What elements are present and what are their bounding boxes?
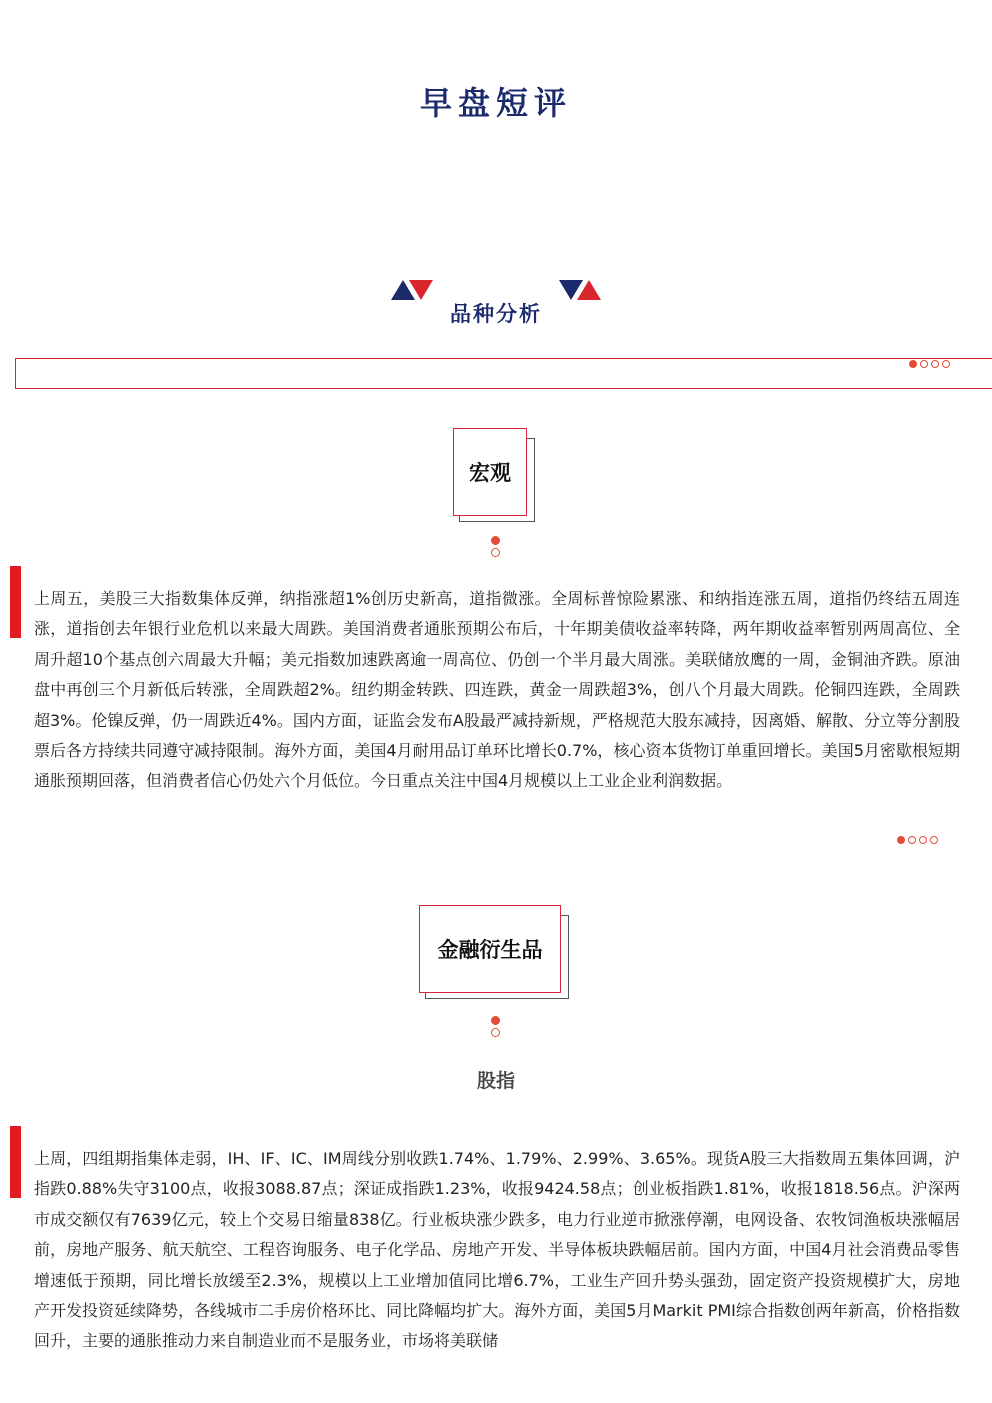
financial-dots-icon [491,1016,500,1037]
financial-accent-mark [10,1126,21,1198]
macro-label: 宏观 [453,428,527,516]
bar-dots-icon [909,360,950,368]
macro-label-box [453,428,535,524]
stock-index-subheading: 股指 [476,1070,515,1092]
financial-label: 金融衍生品 [419,905,561,993]
macro-accent-mark [10,566,21,638]
macro-end-dots-icon [897,836,938,844]
left-triangle-icon [391,280,433,300]
section-title: 品种分析 [450,302,542,326]
macro-paragraph: 上周五，美股三大指数集体反弹，纳指涨超1%创历史新高，道指微涨。全周标普惊险累涨、和纳指连涨五周，道指仍终结五周连涨，道指创去年银行业危机以来最大周跌。美国消费者通胀预期公布后，十年期美债收益率转降，两年期收益率暂别两周高位、全周升超10个基点创六周最大升幅；美元指数加速跌离逾一周高位、仍创一个半月最大周涨。美联储放鹰的一周，金铜油齐跌。原油盘中再创三个月新低后转涨，全周跌超2%。纽约期金转跌、四连跌，黄金一周跌超3%，创八个月最大周跌。伦铜四连跌，全周跌超3%。伦镍反弹，仍一周跌近4%。国内方面，证监会发布A股最严减持新规，严格规范大股东减持，因离婚、解散、分立等分割股票后各方持续共同遵守减持限制。海外方面，美国4月耐用品订单环比增长0.7%，核心资本货物订单重回增长。美国5月密歇根短期通胀预期回落，但消费者信心仍处六个月低位。今日重点关注中国4月规模以上工业企业利润数据。 [34,589,960,791]
right-triangle-icon [559,280,601,300]
macro-dots-icon [491,536,500,557]
section-divider-bar [15,358,992,389]
financial-paragraph: 上周，四组期指集体走弱，IH、IF、IC、IM周线分别收跌1.74%、1.79%、2.99%、3.65%。现货A股三大指数周五集体回调，沪指跌0.88%失守3100点，收报3088.87点；深证成指跌1.23%，收报9424.58点；创业板指跌1.81%，收报1818.56点。沪深两市成交额仅有7639亿元，较上个交易日缩量838亿。行业板块涨少跌多，电力行业逆市掀涨停潮，电网设备、农牧饲渔板块涨幅居前，房地产服务、航天航空、工程咨询服务、电子化学品、房地产开发、半导体板块跌幅居前。国内方面，中国4月社会消费品零售增速低于预期，同比增长放缓至2.3%，规模以上工业增加值同比增6.7%，工业生产回升势头强劲，固定资产投资规模扩大，房地产开发投资延续降势，各线城市二手房价格环比、同比降幅均扩大。海外方面，美国5月Markit PMI综合指数创两年新高，价格指数回升，主要的通胀推动力来自制造业而不是服务业，市场将美联储 [34,1149,960,1351]
page-title: 早盘短评 [419,84,572,122]
financial-label-box [419,905,569,1001]
